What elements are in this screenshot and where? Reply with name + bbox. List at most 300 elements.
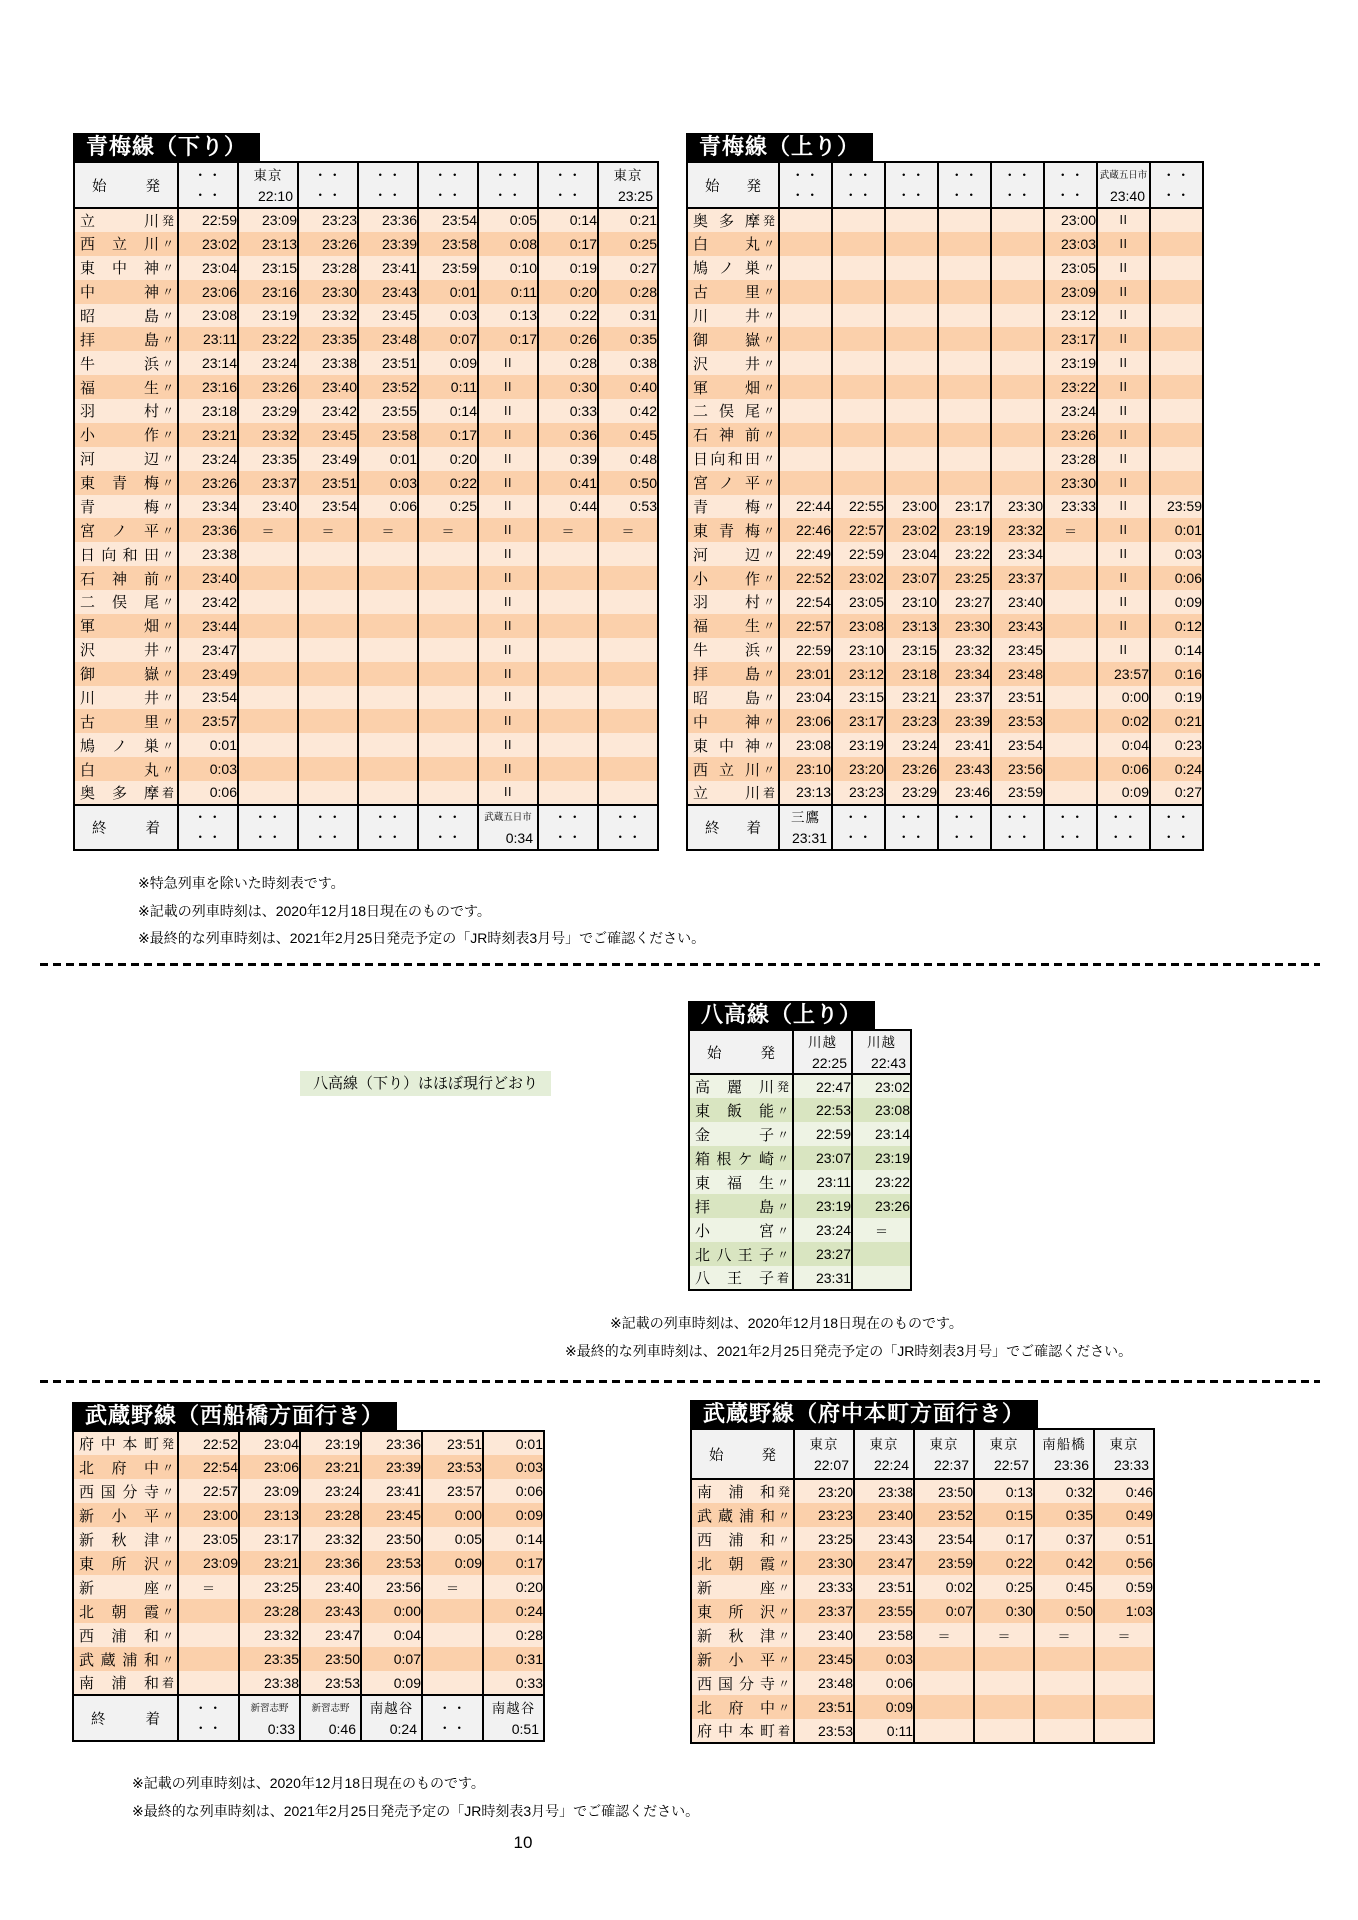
station-name-char: 神: [143, 284, 159, 302]
table-row: [687, 232, 1203, 256]
empty-cell: [779, 399, 832, 423]
origin-header-label: [74, 162, 178, 208]
time-cell: 0:01: [178, 733, 238, 757]
station-name: [80, 329, 159, 350]
timetable: [686, 161, 1204, 851]
station-suffix: 〃: [762, 356, 775, 371]
time-cell: 23:03: [1044, 232, 1097, 256]
origin-destination-time: 23:40: [1109, 187, 1145, 204]
station-name-char: 和: [727, 451, 743, 469]
station-suffix: 着: [161, 785, 174, 800]
time-cell: 23:20: [832, 757, 885, 781]
station-suffix: 〃: [161, 1484, 174, 1499]
empty-cell: [178, 1599, 239, 1623]
pass-marker-cell: II: [478, 566, 538, 590]
time-cell: 0:03: [358, 471, 418, 495]
station-wrap: [75, 544, 177, 565]
station-suffix: 〃: [762, 332, 775, 347]
origin-destination-time: 0:33: [267, 1720, 295, 1737]
station-cell: [689, 1242, 793, 1266]
station-cell: [74, 399, 178, 423]
empty-cell: [358, 614, 418, 638]
empty-cell: [1094, 1671, 1154, 1695]
empty-cell: [538, 542, 598, 566]
time-cell: 0:11: [418, 375, 478, 399]
station-name: [79, 1649, 159, 1670]
station-name-char: 東: [693, 522, 709, 540]
empty-cell: [422, 1599, 483, 1623]
station-name-char: 根: [716, 1150, 732, 1168]
origin-destination-name: ・・: [433, 167, 463, 183]
time-cell: 0:21: [1150, 709, 1203, 733]
empty-cell: [885, 304, 938, 328]
station-name-char: 立: [718, 761, 734, 779]
pass-marker-cell: II: [478, 518, 538, 542]
origin-destination-name: ・・: [844, 167, 873, 183]
time-cell: 23:34: [991, 542, 1044, 566]
station-name-char: 沢: [759, 1603, 775, 1621]
time-cell: 23:32: [298, 304, 358, 328]
station-name: [80, 496, 159, 517]
origin-destination-name: ・・: [1162, 809, 1191, 825]
time-cell: 23:19: [793, 1194, 852, 1218]
station-wrap: [75, 257, 177, 278]
time-cell: 23:22: [238, 327, 298, 351]
no-stop-marker-cell: ＝: [178, 1575, 239, 1599]
station-name: [79, 1601, 159, 1622]
station-cell: [74, 686, 178, 710]
table-row: [691, 1719, 1154, 1743]
station-name-char: 箱: [695, 1150, 711, 1168]
time-cell: 23:05: [832, 590, 885, 614]
table-row: [74, 447, 658, 471]
station-name: [80, 424, 159, 445]
station-name-char: 子: [758, 1270, 774, 1287]
time-cell: 23:30: [1044, 471, 1097, 495]
station-name-char: 府: [697, 1723, 713, 1740]
station-name-char: 村: [143, 403, 159, 421]
station-name-char: 嶽: [143, 666, 159, 684]
station-name-char: 東: [695, 1102, 711, 1120]
empty-cell: [1094, 1695, 1154, 1719]
station-name-char: 日: [693, 451, 709, 469]
train-origin-cell: [832, 162, 885, 208]
station-wrap: [688, 329, 778, 350]
train-origin-cell: [358, 162, 418, 208]
table-row: [687, 399, 1203, 423]
table-row: [74, 280, 658, 304]
station-name-char: 白: [80, 761, 96, 779]
station-name-char: 能: [758, 1102, 774, 1120]
station-name-char: 浦: [728, 1531, 744, 1549]
label-text: [75, 817, 177, 838]
time-cell: 23:51: [794, 1695, 854, 1719]
time-cell: 23:45: [794, 1647, 854, 1671]
train-origin-cell: [1097, 162, 1150, 208]
empty-cell: [1094, 1719, 1154, 1743]
station-cell: [73, 1623, 178, 1647]
empty-cell: [832, 304, 885, 328]
station-name-char: 津: [143, 1531, 159, 1549]
time-cell: 23:11: [178, 327, 238, 351]
train-destination-cell: [598, 805, 658, 850]
station-suffix: 〃: [161, 380, 174, 395]
station-suffix: 〃: [161, 476, 174, 491]
station-name-char: 朝: [111, 1603, 127, 1621]
empty-cell: [298, 781, 358, 805]
station-name-char: 北: [695, 1246, 711, 1264]
station-name-char: 俣: [718, 403, 734, 421]
station-name-char: 辺: [744, 546, 760, 564]
station-name: [80, 448, 159, 469]
station-name-char: 府: [111, 1459, 127, 1477]
train-destination-cell: [298, 805, 358, 850]
station-name-char: 摩: [143, 784, 159, 802]
empty-cell: [974, 1647, 1034, 1671]
station-suffix: 〃: [161, 1460, 174, 1475]
table-row: [687, 733, 1203, 757]
time-cell: 23:53: [422, 1455, 483, 1479]
time-cell: 0:25: [974, 1575, 1034, 1599]
time-cell: 23:45: [358, 304, 418, 328]
time-cell: 0:37: [1034, 1527, 1094, 1551]
train-origin-cell: [779, 162, 832, 208]
time-cell: 0:22: [538, 304, 598, 328]
station-cell: [687, 280, 779, 304]
time-cell: 23:32: [991, 518, 1044, 542]
train-destination-cell: [358, 805, 418, 850]
table-row: [687, 471, 1203, 495]
station-suffix: 〃: [161, 308, 174, 323]
station-wrap: [688, 735, 778, 756]
station-name: [80, 687, 159, 708]
label-char: 終: [705, 820, 720, 837]
empty-cell: [779, 232, 832, 256]
pass-marker-cell: II: [478, 614, 538, 638]
empty-cell: [1034, 1647, 1094, 1671]
origin-destination-time: ・・: [844, 829, 873, 845]
empty-cell: [779, 208, 832, 232]
empty-cell: [538, 686, 598, 710]
station-name-char: 子: [758, 1246, 774, 1264]
station-name-char: 西: [693, 761, 709, 779]
time-cell: 23:54: [418, 208, 478, 232]
time-cell: 23:13: [238, 232, 298, 256]
train-destination-cell: [1097, 805, 1150, 850]
station-name-char: 麗: [726, 1079, 742, 1096]
station-suffix: 発: [161, 213, 174, 228]
empty-cell: [832, 471, 885, 495]
pass-marker-cell: II: [1097, 495, 1150, 519]
time-cell: 0:13: [974, 1479, 1034, 1503]
station-name-char: 朝: [728, 1555, 744, 1573]
time-cell: 23:23: [794, 1503, 854, 1527]
time-cell: 23:26: [298, 232, 358, 256]
time-cell: 23:49: [178, 662, 238, 686]
time-cell: 23:30: [938, 614, 991, 638]
page-number: 10: [513, 1833, 533, 1852]
empty-cell: [422, 1647, 483, 1671]
time-cell: 23:26: [1044, 423, 1097, 447]
origin-destination-time: 22:57: [993, 1456, 1029, 1473]
ome-line-up-title: 青梅線（上り）: [686, 133, 873, 161]
origin-destination-name: 三鷹: [791, 809, 820, 825]
station-name-char: 和: [759, 1484, 775, 1501]
label-text: [690, 1042, 792, 1063]
time-cell: 23:55: [854, 1599, 914, 1623]
station-cell: [73, 1575, 178, 1599]
station-name-char: 北: [697, 1555, 713, 1573]
time-cell: 0:07: [914, 1599, 974, 1623]
origin-destination-time: ・・: [193, 829, 223, 845]
station-name-char: 浜: [744, 642, 760, 660]
train-origin-cell: [793, 1030, 852, 1074]
pass-marker-cell: II: [1097, 351, 1150, 375]
table-row: [689, 1218, 911, 1242]
time-cell: 23:08: [832, 614, 885, 638]
pass-marker-cell: II: [1097, 208, 1150, 232]
station-cell: [73, 1551, 178, 1575]
empty-cell: [832, 399, 885, 423]
empty-cell: [779, 471, 832, 495]
table-row: [74, 327, 658, 351]
station-cell: [689, 1074, 793, 1098]
station-wrap: [75, 615, 177, 636]
station-suffix: 〃: [161, 452, 174, 467]
origin-destination-name: 東京: [869, 1436, 899, 1452]
station-name: [80, 233, 159, 254]
train-destination-cell: [538, 805, 598, 850]
station-name-char: 本: [122, 1436, 138, 1453]
empty-cell: [298, 590, 358, 614]
time-cell: 23:28: [1044, 447, 1097, 471]
time-cell: 22:59: [793, 1122, 852, 1146]
empty-cell: [238, 781, 298, 805]
station-suffix: 〃: [161, 571, 174, 586]
station-name: [693, 210, 760, 231]
note-line: ※記載の列車時刻は、2020年12月18日現在のものです。: [610, 1315, 963, 1331]
empty-cell: [598, 614, 658, 638]
station-name-char: 中: [717, 1723, 733, 1740]
time-cell: 23:06: [779, 709, 832, 733]
pass-marker-cell: II: [478, 638, 538, 662]
station-name-char: 王: [737, 1246, 753, 1264]
station-name: [697, 1673, 775, 1694]
empty-cell: [418, 757, 478, 781]
time-cell: 23:27: [793, 1242, 852, 1266]
destination-footer-label: [687, 805, 779, 850]
station-cell: [74, 518, 178, 542]
time-cell: 23:25: [794, 1527, 854, 1551]
pass-marker-cell: II: [478, 471, 538, 495]
station-wrap: [688, 448, 778, 469]
station-wrap: [688, 663, 778, 684]
note-line: ※特急列車を除いた時刻表です。: [138, 875, 345, 891]
no-stop-marker-cell: ＝: [1034, 1623, 1094, 1647]
empty-cell: [885, 208, 938, 232]
station-name-char: 王: [726, 1270, 742, 1287]
table-row: [689, 1194, 911, 1218]
table-row: [73, 1671, 544, 1695]
time-cell: 0:42: [1034, 1551, 1094, 1575]
station-cell: [687, 375, 779, 399]
station-cell: [689, 1098, 793, 1122]
station-suffix: 〃: [776, 1127, 789, 1142]
station-name-char: 新: [79, 1531, 95, 1549]
station-wrap: [74, 1601, 177, 1622]
time-cell: 0:53: [598, 495, 658, 519]
station-wrap: [688, 281, 778, 302]
station-wrap: [688, 472, 778, 493]
empty-cell: [938, 304, 991, 328]
station-cell: [73, 1455, 178, 1479]
station-wrap: [75, 377, 177, 398]
station-name-char: 八: [695, 1270, 711, 1287]
table-row: [687, 423, 1203, 447]
station-suffix: 〃: [762, 762, 775, 777]
station-name-char: 金: [695, 1126, 711, 1144]
station-suffix: 着: [161, 1676, 174, 1690]
time-cell: 23:19: [852, 1146, 911, 1170]
train-origin-cell: [1094, 1429, 1154, 1479]
station-cell: [687, 757, 779, 781]
station-name-char: 宮: [758, 1222, 774, 1240]
empty-cell: [1044, 709, 1097, 733]
empty-cell: [885, 327, 938, 351]
station-wrap: [688, 353, 778, 374]
time-cell: 0:16: [1150, 662, 1203, 686]
no-stop-marker-cell: ＝: [418, 518, 478, 542]
time-cell: 0:09: [418, 351, 478, 375]
station-name-char: 府: [79, 1436, 95, 1453]
no-stop-marker-cell: ＝: [598, 518, 658, 542]
station-name-char: 青: [693, 498, 709, 516]
station-cell: [687, 781, 779, 805]
empty-cell: [598, 686, 658, 710]
station-name-char: 北: [79, 1603, 95, 1621]
time-cell: 23:57: [422, 1479, 483, 1503]
station-name: [79, 1505, 159, 1526]
station-name-char: 南: [697, 1484, 713, 1501]
time-cell: 23:38: [239, 1671, 300, 1695]
station-cell: [73, 1671, 178, 1695]
label-char: 発: [145, 178, 160, 195]
empty-cell: [298, 638, 358, 662]
station-suffix: 〃: [762, 380, 775, 395]
station-name-char: 崎: [758, 1150, 774, 1168]
empty-cell: [1034, 1719, 1094, 1743]
station-name: [693, 782, 760, 803]
empty-cell: [991, 423, 1044, 447]
time-cell: 22:54: [178, 1455, 239, 1479]
table-body: [691, 1479, 1154, 1743]
time-cell: 23:42: [298, 399, 358, 423]
empty-cell: [852, 1242, 911, 1266]
time-cell: 23:53: [991, 709, 1044, 733]
time-cell: 0:24: [483, 1599, 544, 1623]
label-char: 発: [761, 1447, 776, 1464]
station-wrap: [688, 377, 778, 398]
time-cell: 0:06: [483, 1479, 544, 1503]
origin-destination-name: ・・: [194, 1700, 223, 1716]
station-wrap: [75, 520, 177, 541]
time-cell: 0:05: [422, 1527, 483, 1551]
station-suffix: 着: [776, 1271, 789, 1285]
station-name-char: 中: [718, 737, 734, 755]
empty-cell: [914, 1671, 974, 1695]
time-cell: 0:14: [418, 399, 478, 423]
empty-cell: [1044, 781, 1097, 805]
empty-cell: [832, 447, 885, 471]
station-name: [697, 1553, 775, 1574]
time-cell: 23:43: [358, 280, 418, 304]
station-suffix: 〃: [161, 237, 174, 252]
notes-musashino-section: [132, 1770, 699, 1825]
train-destination-cell: [238, 805, 298, 850]
pass-marker-cell: II: [1097, 256, 1150, 280]
time-cell: 0:48: [598, 447, 658, 471]
station-suffix: 〃: [161, 667, 174, 682]
station-name: [693, 544, 760, 565]
station-name-char: 所: [728, 1603, 744, 1621]
station-name: [693, 448, 760, 469]
station-wrap: [688, 400, 778, 421]
station-cell: [691, 1479, 794, 1503]
station-wrap: [74, 1577, 177, 1598]
pass-marker-cell: II: [1097, 566, 1150, 590]
station-name-char: 生: [744, 618, 760, 636]
time-cell: 0:31: [598, 304, 658, 328]
label-char: 始: [709, 1447, 724, 1464]
musashino-east-title: 武蔵野線（府中本町方面行き）: [690, 1400, 1038, 1428]
time-cell: 23:21: [885, 686, 938, 710]
label-text: [75, 175, 177, 196]
table-row: [691, 1671, 1154, 1695]
train-origin-cell: [914, 1429, 974, 1479]
station-cell: [687, 638, 779, 662]
table-row: [691, 1599, 1154, 1623]
time-cell: 0:09: [422, 1551, 483, 1575]
empty-cell: [991, 375, 1044, 399]
station-name-char: 新: [697, 1579, 713, 1597]
station-cell: [691, 1623, 794, 1647]
pass-marker-cell: II: [478, 733, 538, 757]
station-name: [693, 711, 760, 732]
time-cell: 22:55: [832, 495, 885, 519]
empty-cell: [1044, 542, 1097, 566]
station-cell: [74, 757, 178, 781]
pass-marker-cell: II: [478, 375, 538, 399]
time-cell: 23:09: [178, 1551, 239, 1575]
time-cell: 23:37: [238, 471, 298, 495]
time-cell: 23:58: [854, 1623, 914, 1647]
time-cell: 23:43: [854, 1527, 914, 1551]
origin-destination-name: ・・: [1056, 809, 1085, 825]
station-suffix: 〃: [762, 476, 775, 491]
station-cell: [687, 662, 779, 686]
time-cell: 23:00: [178, 1503, 239, 1527]
time-cell: 23:07: [885, 566, 938, 590]
train-origin-cell: [974, 1429, 1034, 1479]
station-name-char: 石: [693, 427, 709, 445]
time-cell: 0:03: [854, 1647, 914, 1671]
empty-cell: [538, 638, 598, 662]
station-name-char: 生: [758, 1174, 774, 1192]
time-cell: 0:59: [1094, 1575, 1154, 1599]
station-name-char: 前: [143, 570, 159, 588]
origin-destination-time: ・・: [373, 187, 403, 203]
time-cell: 0:22: [418, 471, 478, 495]
